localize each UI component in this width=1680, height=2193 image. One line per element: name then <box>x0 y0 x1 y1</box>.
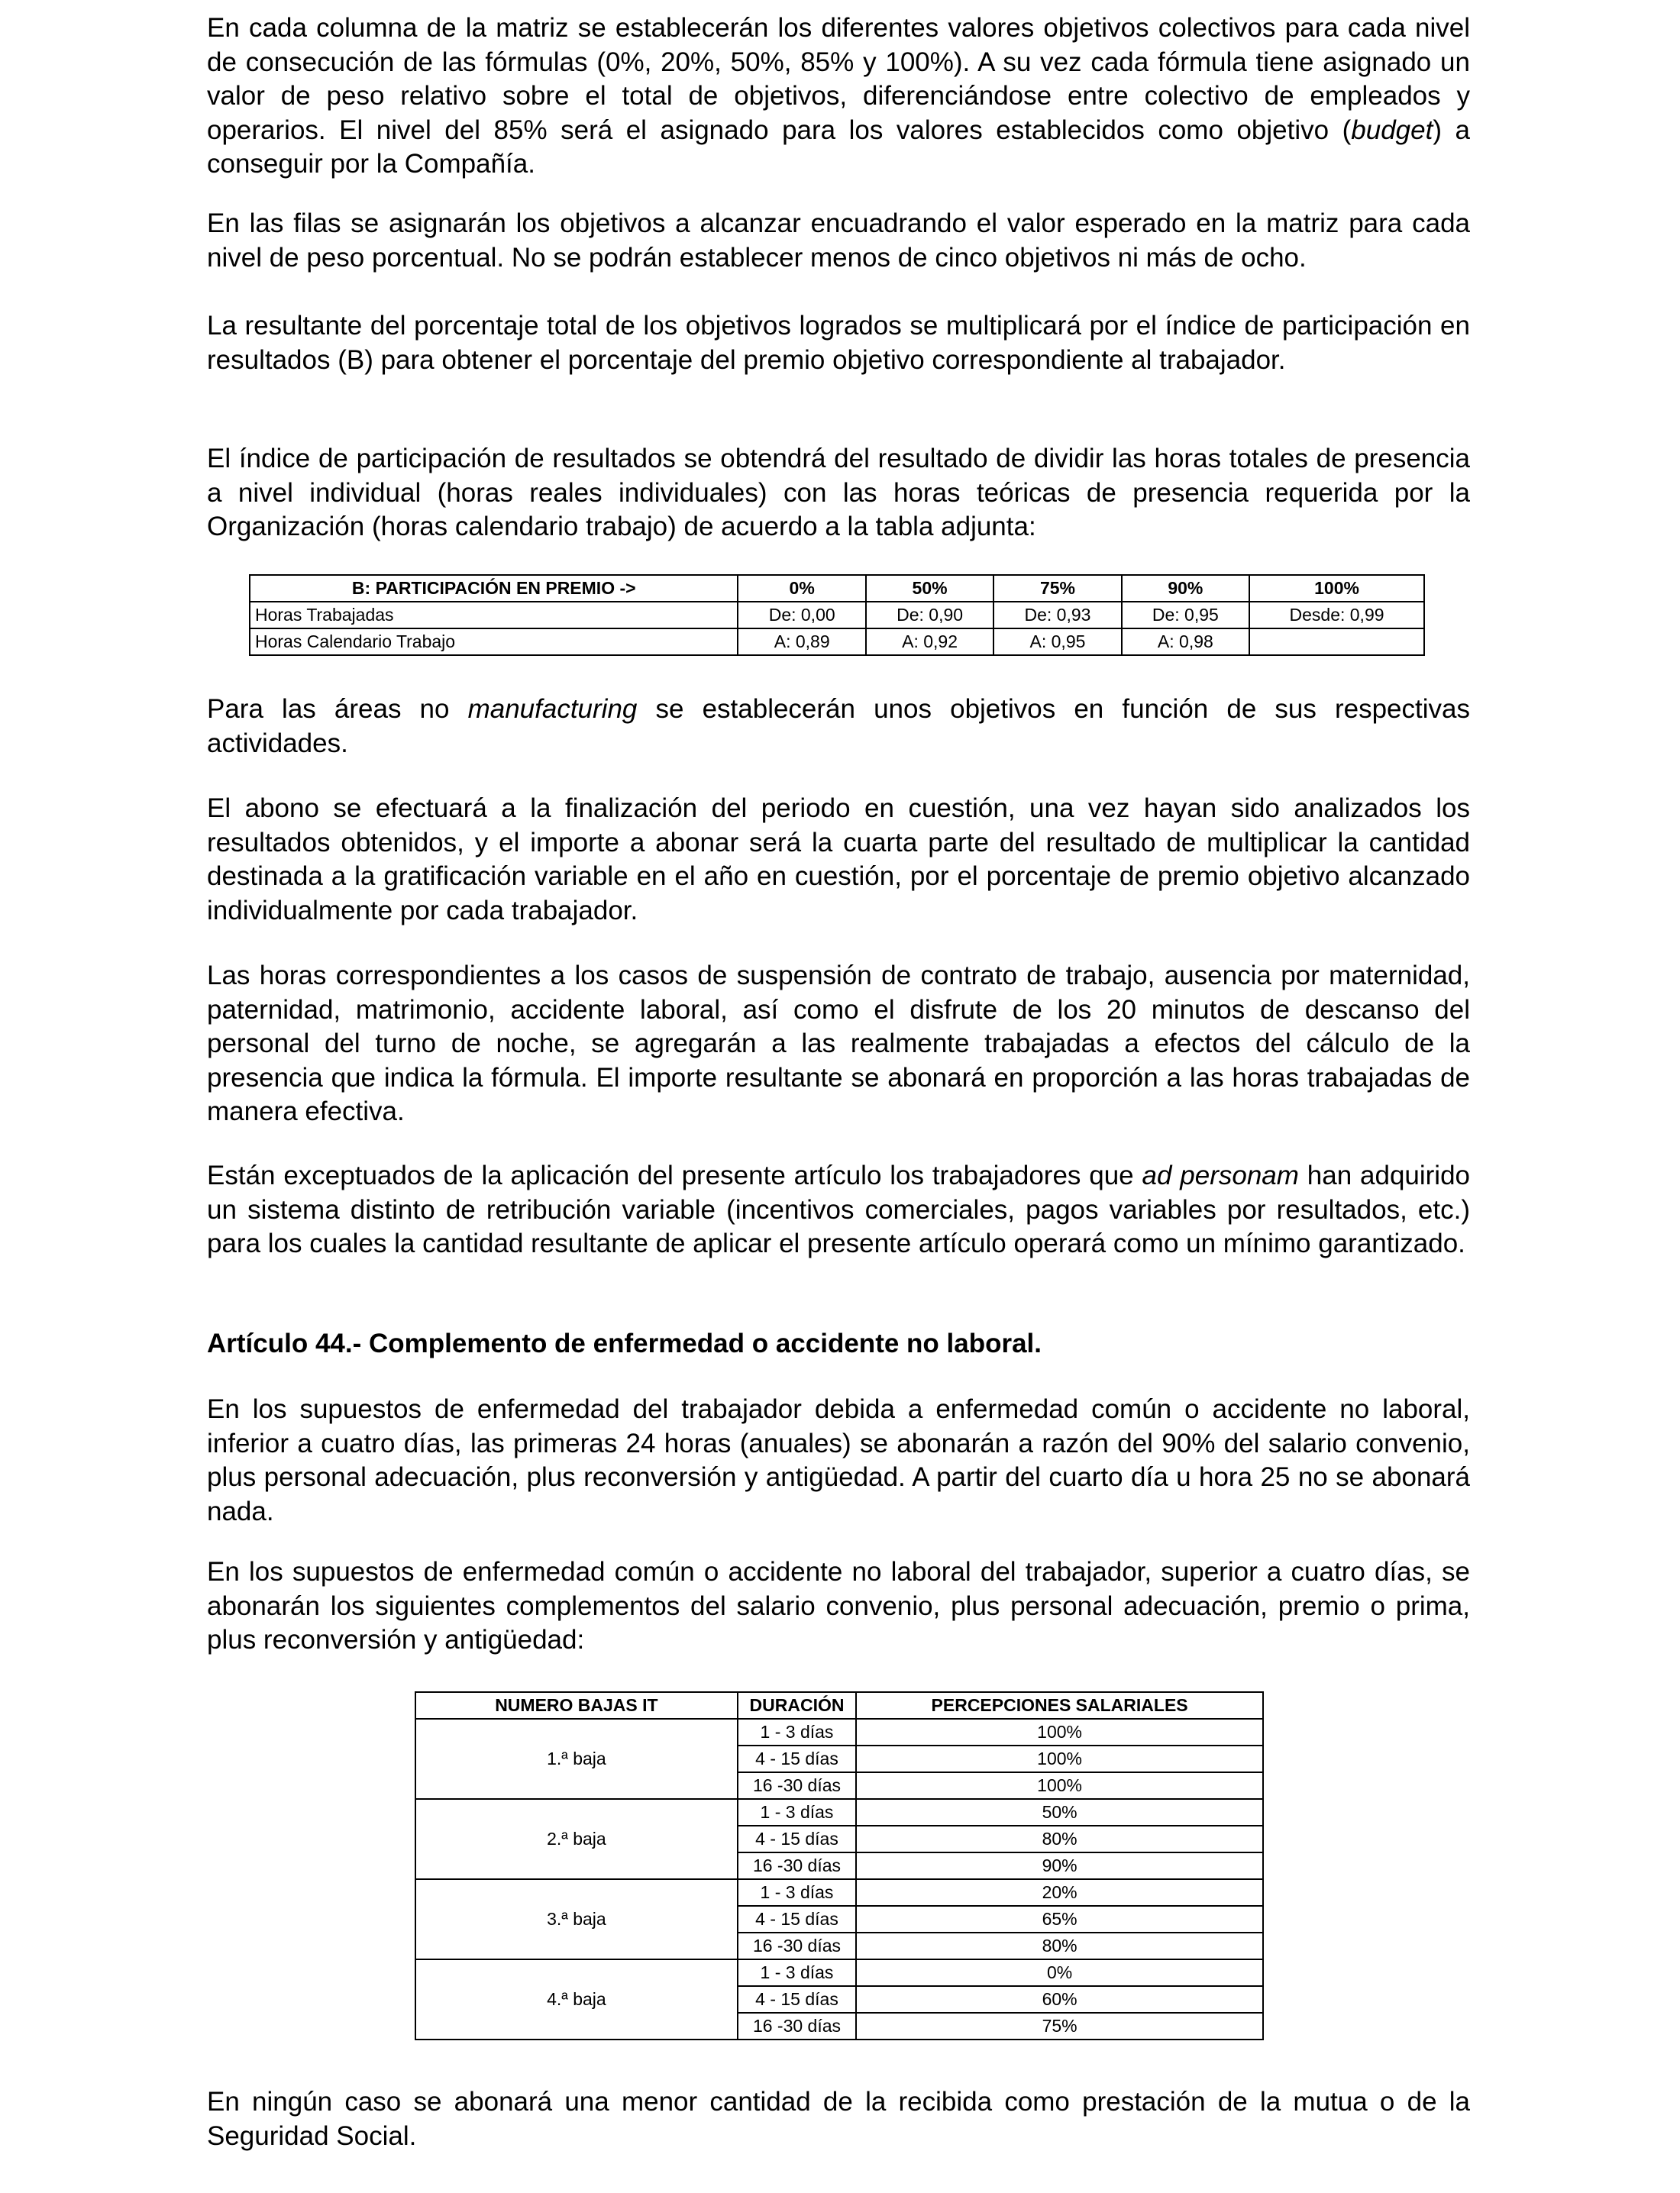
percentage-cell: 75% <box>856 2013 1263 2040</box>
paragraph-matrix-columns <box>207 11 1470 182</box>
group-label: 3.ª baja <box>415 1879 738 1959</box>
header-cell: DURACIÓN <box>738 1692 856 1719</box>
table-header-row <box>415 1692 1263 1719</box>
cell: A: 0,92 <box>866 628 993 655</box>
percentage-cell: 20% <box>856 1879 1263 1906</box>
header-cell: PERCEPCIONES SALARIALES <box>856 1692 1263 1719</box>
duration-cell: 1 - 3 días <box>738 1879 856 1906</box>
row-label: Horas Trabajadas <box>250 602 738 628</box>
percentage-cell: 60% <box>856 1986 1263 2013</box>
paragraph-exceptuados <box>207 1159 1470 1261</box>
duration-cell: 4 - 15 días <box>738 1746 856 1772</box>
italic-term: budget <box>1351 115 1433 145</box>
group-label: 1.ª baja <box>415 1719 738 1799</box>
table-row <box>415 1719 1263 1746</box>
cell: A: 0,95 <box>993 628 1121 655</box>
cell: De: 0,93 <box>993 602 1121 628</box>
header-cell: NUMERO BAJAS IT <box>415 1692 738 1719</box>
participation-table <box>249 574 1425 656</box>
text: En cada columna de la matriz se establecerán los diferentes valores objetivos colectivos para cada nivel de consecución de las fórmulas (0%, 20%, 50%, 85% y 100%). A su vez cada fórmula tiene asignado un valor de peso relativo sobre el total de objetivos, diferenciándose entre colectivo de empleados y operarios. El nivel del 85% será el asignado para los valores establecidos como objetivo ( <box>207 13 1470 145</box>
cell: De: 0,90 <box>866 602 993 628</box>
italic-term: manufacturing <box>467 694 638 724</box>
paragraph-superior-cuatro-dias: En los supuestos de enfermedad común o accidente no laboral del trabajador, superior a cuatro días, se abonarán los siguientes complementos del salario convenio, plus personal adecuación, premio o prima, plus reconversión y antigüedad: <box>207 1557 1470 1655</box>
duration-cell: 1 - 3 días <box>738 1719 856 1746</box>
table-header-row <box>250 575 1424 602</box>
cell: A: 0,98 <box>1122 628 1249 655</box>
paragraph-matrix-rows: En las filas se asignarán los objetivos a alcanzar encuadrando el valor esperado en la matriz para cada nivel de peso porcentual. No se podrán establecer menos de cinco objetivos ni más de ocho. <box>207 208 1470 273</box>
percentage-cell: 50% <box>856 1799 1263 1826</box>
table-row <box>250 628 1424 655</box>
percentage-cell: 80% <box>856 1826 1263 1852</box>
header-cell: 50% <box>866 575 993 602</box>
percentage-cell: 90% <box>856 1852 1263 1879</box>
text: se establecerán unos objetivos en función de sus respectivas actividades. <box>207 694 1470 758</box>
text: han adquirido un sistema distinto de retribución variable (incentivos comerciales, pagos variables por resultados, etc.) para los cuales la cantidad resultante de aplicar el presente artículo operará como un mínimo garantizado. <box>207 1161 1471 1258</box>
cell: De: 0,95 <box>1122 602 1249 628</box>
duration-cell: 1 - 3 días <box>738 1799 856 1826</box>
table-row <box>250 602 1424 628</box>
duration-cell: 4 - 15 días <box>738 1906 856 1933</box>
group-label: 2.ª baja <box>415 1799 738 1879</box>
duration-cell: 4 - 15 días <box>738 1826 856 1852</box>
cell: Desde: 0,99 <box>1249 602 1424 628</box>
paragraph-non-manufacturing <box>207 693 1470 761</box>
cell: De: 0,00 <box>738 602 865 628</box>
paragraph-abono: El abono se efectuará a la finalización del periodo en cuestión, una vez hayan sido analizados los resultados obtenidos, y el importe a abonar será la cuarta parte del resultado de multiplicar la cantidad destinada a la gratificación variable en el año en cuestión, por el porcentaje de premio objetivo alcanzado individualmente por cada trabajador. <box>207 793 1470 925</box>
table-row <box>415 1879 1263 1906</box>
percentage-cell: 80% <box>856 1933 1263 1959</box>
duration-cell: 16 -30 días <box>738 2013 856 2040</box>
header-cell: 90% <box>1122 575 1249 602</box>
percentage-cell: 0% <box>856 1959 1263 1986</box>
paragraph-inferior-cuatro-dias: En los supuestos de enfermedad del trabajador debida a enfermedad común o accidente no laboral, inferior a cuatro días, las primeras 24 horas (anuales) se abonarán a razón del 90% del salario convenio, plus personal adecuación, plus reconversión y antigüedad. A partir del cuarto día u hora 25 no se abonará nada. <box>207 1394 1470 1526</box>
duration-cell: 4 - 15 días <box>738 1986 856 2013</box>
percentage-cell: 100% <box>856 1746 1263 1772</box>
percentage-cell: 100% <box>856 1719 1263 1746</box>
article-heading: Artículo 44.- Complemento de enfermedad o accidente no laboral. <box>207 1329 1042 1358</box>
header-cell: 100% <box>1249 575 1424 602</box>
italic-term: ad personam <box>1142 1161 1299 1190</box>
paragraph-final: En ningún caso se abonará una menor cantidad de la recibida como prestación de la mutua o de la Seguridad Social. <box>207 2087 1470 2151</box>
sick-leave-table <box>415 1691 1264 2040</box>
percentage-cell: 100% <box>856 1772 1263 1799</box>
paragraph-indice: El índice de participación de resultados se obtendrá del resultado de dividir las horas totales de presencia a nivel individual (horas reales individuales) con las horas teóricas de presencia requerida por la Organización (horas calendario trabajo) de acuerdo a la tabla adjunta: <box>207 444 1470 541</box>
text: ) a conseguir por la Compañía. <box>207 115 1470 179</box>
text: Para las áreas no <box>207 694 468 724</box>
percentage-cell: 65% <box>856 1906 1263 1933</box>
duration-cell: 16 -30 días <box>738 1772 856 1799</box>
paragraph-horas: Las horas correspondientes a los casos de suspensión de contrato de trabajo, ausencia por maternidad, paternidad, matrimonio, accidente laboral, así como el disfrute de los 20 minutos de descanso del personal del turno de noche, se agregarán a las realmente trabajadas a efectos del cálculo de la presencia que indica la fórmula. El importe resultante se abonará en proporción a las horas trabajadas de manera efectiva. <box>207 961 1470 1126</box>
header-cell: 0% <box>738 575 865 602</box>
text: Están exceptuados de la aplicación del presente artículo los trabajadores que <box>207 1161 1142 1190</box>
duration-cell: 1 - 3 días <box>738 1959 856 1986</box>
table-row <box>415 1799 1263 1826</box>
cell: A: 0,89 <box>738 628 865 655</box>
duration-cell: 16 -30 días <box>738 1852 856 1879</box>
table-row <box>415 1959 1263 1986</box>
row-label: Horas Calendario Trabajo <box>250 628 738 655</box>
cell <box>1249 628 1424 655</box>
duration-cell: 16 -30 días <box>738 1933 856 1959</box>
group-label: 4.ª baja <box>415 1959 738 2040</box>
header-cell: B: PARTICIPACIÓN EN PREMIO -> <box>250 575 738 602</box>
paragraph-resultante: La resultante del porcentaje total de los objetivos logrados se multiplicará por el índice de participación en resultados (B) para obtener el porcentaje del premio objetivo correspondiente al trabajador. <box>207 311 1470 375</box>
header-cell: 75% <box>993 575 1121 602</box>
